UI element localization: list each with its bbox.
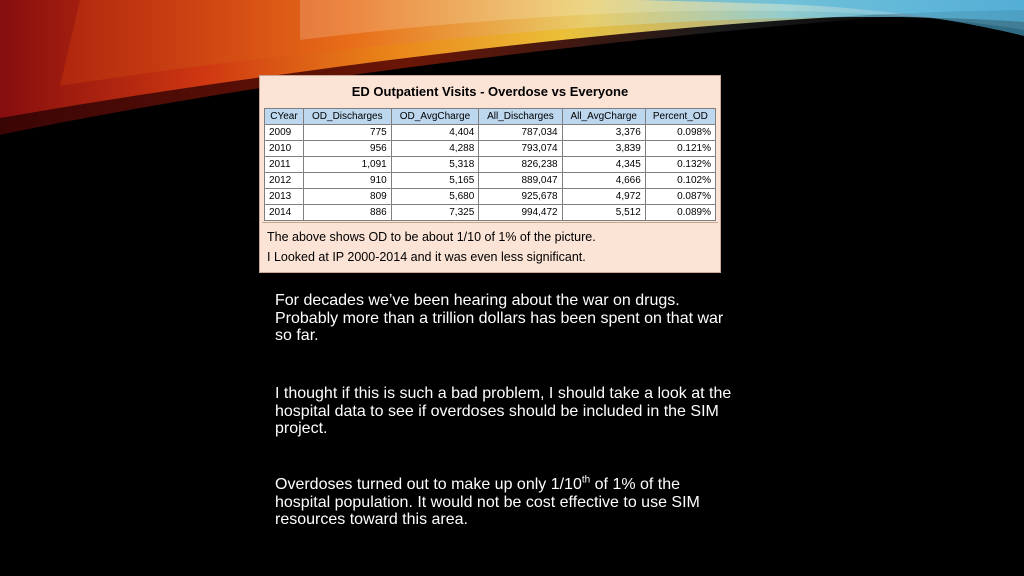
table-cell: 4,288 [391, 141, 479, 157]
table-cell: 2011 [265, 157, 304, 173]
table-cell: 0.132% [645, 157, 715, 173]
table-cell: 2014 [265, 205, 304, 221]
table-cell: 2009 [265, 125, 304, 141]
table-row [265, 173, 716, 189]
table-cell: 2012 [265, 173, 304, 189]
table-cell: 3,376 [562, 125, 645, 141]
table-cell: 775 [303, 125, 391, 141]
table-cell: 0.089% [645, 205, 715, 221]
table-cell: 5,512 [562, 205, 645, 221]
conclusion-text-end: of 1% of the hospital population. It would not be cost effective to use SIM resources toward this area. [275, 476, 700, 528]
table-cell: 886 [303, 205, 391, 221]
table-cell: 0.087% [645, 189, 715, 205]
table-cell: 994,472 [479, 205, 562, 221]
column-header: Percent_OD [645, 109, 715, 125]
paragraph-war-on-drugs: For decades we’ve been hearing about the war on drugs. Probably more than a trillion dollars has been spent on that war so far. [275, 292, 724, 344]
table-cell: 2010 [265, 141, 304, 157]
column-header: All_AvgCharge [562, 109, 645, 125]
table-cell: 787,034 [479, 125, 562, 141]
table-cell: 0.121% [645, 141, 715, 157]
table-cell: 5,680 [391, 189, 479, 205]
table-cell: 2013 [265, 189, 304, 205]
table-cell: 809 [303, 189, 391, 205]
table-cell: 5,165 [391, 173, 479, 189]
table-row [265, 141, 716, 157]
paragraph-hospital-data: I thought if this is such a bad problem, I should take a look at the hospital data to see if overdoses should be included in the SIM project. [275, 385, 732, 437]
conclusion-text-start: Overdoses turned out to make up only 1/10 [275, 476, 582, 493]
column-header: All_Discharges [479, 109, 562, 125]
table-cell: 826,238 [479, 157, 562, 173]
table-row [265, 189, 716, 205]
table-note-line: The above shows OD to be about 1/10 of 1% of the picture. [267, 230, 596, 244]
table-cell: 793,074 [479, 141, 562, 157]
column-header: OD_AvgCharge [391, 109, 479, 125]
table-row [265, 157, 716, 173]
conclusion-superscript: th [581, 474, 591, 486]
table-cell: 3,839 [562, 141, 645, 157]
table-note [262, 222, 718, 267]
table-title: ED Outpatient Visits - Overdose vs Everyone [351, 84, 629, 99]
table-row [265, 125, 716, 141]
table-cell: 925,678 [479, 189, 562, 205]
table-header-row [265, 109, 716, 125]
table-cell: 5,318 [391, 157, 479, 173]
column-header: CYear [265, 109, 304, 125]
table-cell: 0.098% [645, 125, 715, 141]
table-cell: 889,047 [479, 173, 562, 189]
table-cell: 4,972 [562, 189, 645, 205]
overdose-data-table [264, 108, 716, 221]
table-cell: 0.102% [645, 173, 715, 189]
table-row [265, 205, 716, 221]
paragraph-conclusion [275, 476, 735, 529]
table-note-line: I Looked at IP 2000-2014 and it was even less significant. [267, 250, 586, 264]
table-cell: 4,345 [562, 157, 645, 173]
overdose-table-image [259, 75, 721, 273]
table-cell: 7,325 [391, 205, 479, 221]
table-cell: 4,404 [391, 125, 479, 141]
table-cell: 956 [303, 141, 391, 157]
table-cell: 910 [303, 173, 391, 189]
table-cell: 1,091 [303, 157, 391, 173]
table-cell: 4,666 [562, 173, 645, 189]
column-header: OD_Discharges [303, 109, 391, 125]
